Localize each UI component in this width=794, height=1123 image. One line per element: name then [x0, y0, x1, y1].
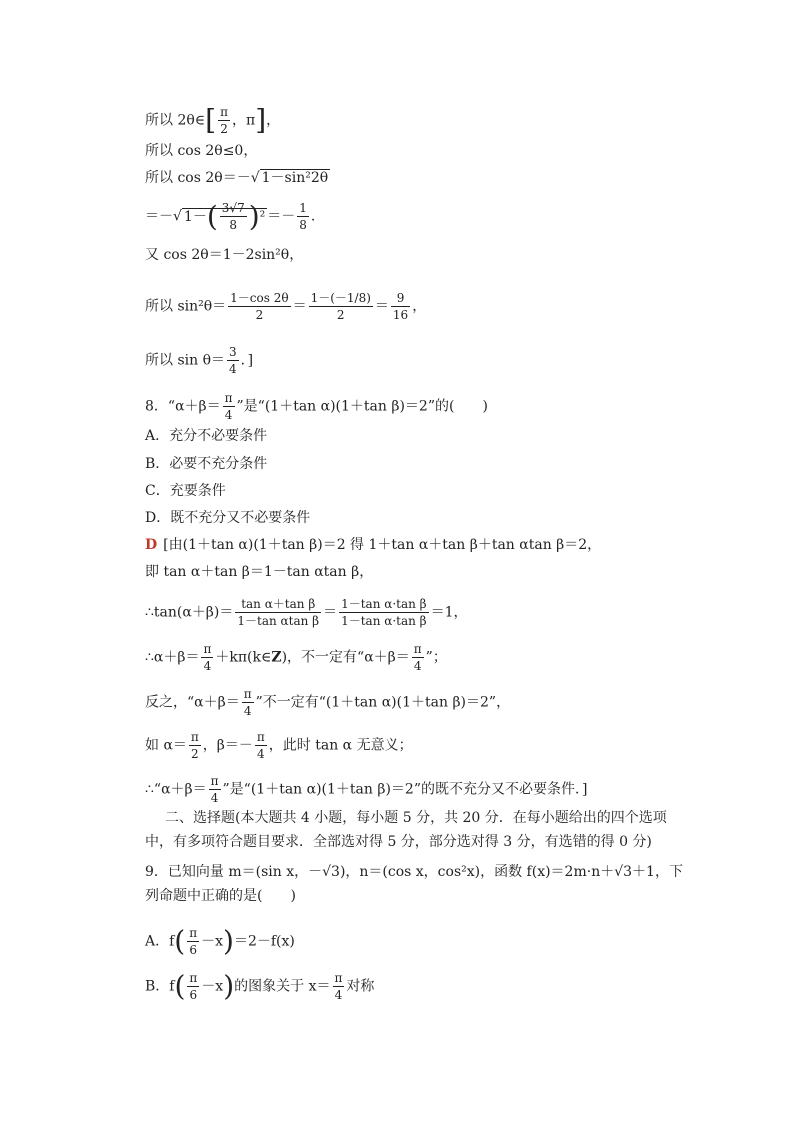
line-sin2theta: 所以 sin²θ＝ $\frac{1-\cos 2\theta}{2}$ ＝ $\frac{1-(-1/8)}{2}$ ＝ $\frac{9}{16}$ ， — [145, 291, 427, 322]
q8-option-c: C．充要条件 — [145, 483, 226, 499]
q8-option-b: B．必要不充分条件 — [145, 456, 268, 472]
line-cos2theta-leq0: 所以 cos 2θ≤0， — [145, 143, 258, 159]
section-2-header: 二、选择题(本大题共 4 小题，每小题 5 分，共 20 分．在每小题给出的四个选项中，有多项符合题目要求．全部选对得 5 分，部分选对得 3 分，有选错的得 0 分) — [145, 810, 667, 850]
frac-pi-2: $\frac{\pi}{2}$ — [220, 105, 228, 136]
q9-option-b: B．f( $\frac{\pi}{6}$ －x)的图象关于 x＝ $\frac{\pi}{4}$ 对称 — [145, 969, 375, 1003]
q8-solution-line2: 即 tan α＋tan β＝1－tan αtan β， — [145, 564, 374, 580]
q8-solution-line7: ∴“α＋β＝ $\frac{\pi}{4}$ ”是“(1＋tan α)(1＋tan β)＝2”的既不充分又不必要条件．] — [145, 774, 588, 805]
q8-answer: D — [145, 537, 158, 553]
line-eval: ＝－√ 1－( $\frac{3√7}{8}$ )² ＝－ $\frac{1}{8}$ . — [145, 199, 316, 233]
q8-solution-line4: ∴α＋β＝ $\frac{\pi}{4}$ ＋kπ(k∈Z)，不一定有“α＋β＝ $\frac{\pi}{4}$ ”； — [145, 642, 447, 673]
q8-option-a: A．充分不必要条件 — [145, 428, 268, 444]
line-cos2theta-identity: 又 cos 2θ＝1－2sin²θ， — [145, 247, 304, 263]
line-cos2theta-sqrt: 所以 cos 2θ＝－√ 1－sin²2θ — [145, 170, 329, 186]
line-sintheta: 所以 sin θ＝ $\frac{3}{4}$ ．] — [145, 345, 254, 376]
bracket-open: [ — [205, 103, 217, 137]
q8-option-d: D．既不充分又不必要条件 — [145, 510, 311, 526]
q8-solution-line5: 反之，“α＋β＝ $\frac{\pi}{4}$ ”不一定有“(1＋tan α)(1＋tan β)＝2”， — [145, 687, 511, 718]
q8-solution-line6: 如 α＝ $\frac{\pi}{2}$ ，β＝－ $\frac{\pi}{4}$ ，此时 tan α 无意义； — [145, 730, 413, 761]
q8-solution-line1: D [由(1＋tan α)(1＋tan β)＝2 得 1＋tan α＋tan β＋tan αtan β＝2， — [145, 537, 602, 553]
q8-stem: 8．“α＋β＝ $\frac{\pi}{4}$ ”是“(1＋tan α)(1＋tan β)＝2”的( ) — [145, 391, 488, 422]
text-so-2theta: 所以 2θ∈ — [145, 112, 206, 129]
q9-option-a: A．f( $\frac{\pi}{6}$ －x)＝2－f(x) — [145, 924, 295, 958]
q9-stem: 9．已知向量 m＝(sin x，－√3)，n＝(cos x，cos²x)，函数 f(x)＝2m·n＋√3＋1，下列命题中正确的是( ) — [145, 864, 683, 904]
bracket-close: ] — [255, 103, 267, 137]
line-2theta-range: 所以 2θ∈[ $\frac{\pi}{2}$ ，π]， — [145, 103, 281, 137]
q8-solution-line3: ∴tan(α＋β)＝ $\frac{\text{tan α＋tan β}}{\text{1－tan αtan β}}$ ＝ $\frac{\text{1－tan α·tan β}}{\text{1－tan α·tan β}}$ ＝1， — [145, 597, 468, 628]
